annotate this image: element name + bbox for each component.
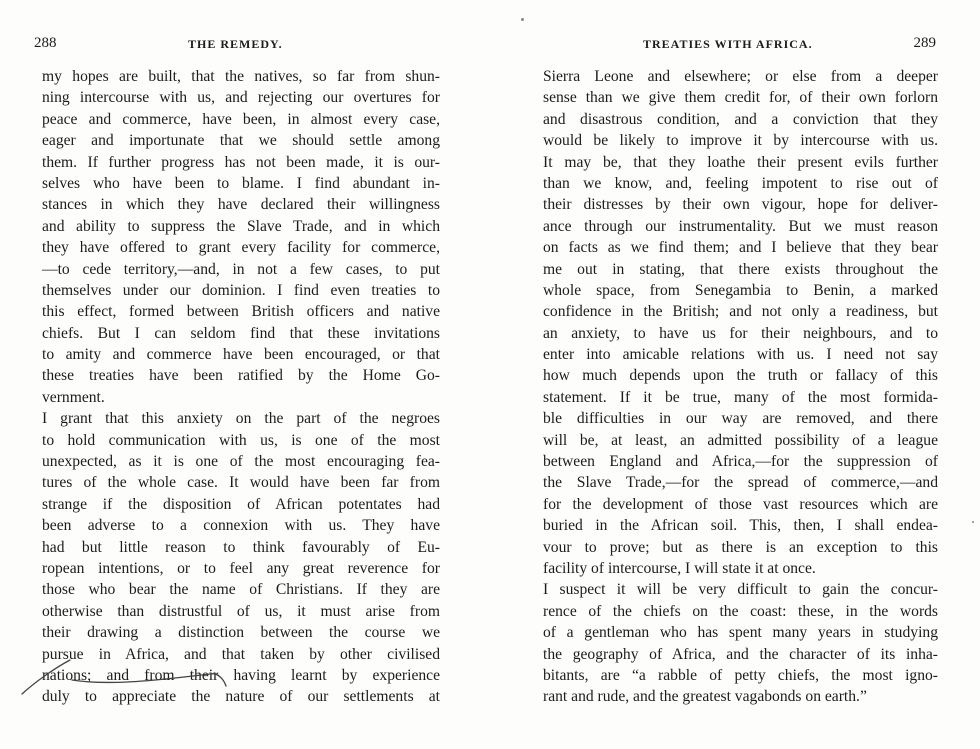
text-line: vernment. bbox=[42, 388, 105, 406]
text-line: to amity and commerce have been encouraged, or that bbox=[42, 346, 440, 364]
text-line: these treaties have been ratified by the Home Go- bbox=[42, 367, 440, 385]
text-line: otherwise than distrustful of us, it must arise from bbox=[42, 602, 440, 620]
text-line: chiefs. But I can seldom find that these invitations bbox=[42, 324, 440, 342]
text-line: on facts as we find them; and I believe that they bear bbox=[543, 239, 938, 257]
text-line: eager and importunate that we should settle among bbox=[42, 132, 440, 150]
text-line: It may be, that they loathe their present evils further bbox=[543, 153, 938, 171]
right-page bbox=[543, 0, 938, 749]
text-line: Sierra Leone and elsewhere; or else from a deeper bbox=[543, 68, 938, 85]
text-line: will be, at least, an admitted possibility of a league bbox=[543, 431, 938, 449]
text-line: selves who have been to blame. I find abundant in- bbox=[42, 174, 440, 192]
text-line: statement. If it be true, many of the most formida- bbox=[543, 388, 938, 406]
right-body-text bbox=[543, 66, 938, 708]
text-line: of a gentleman who has spent many years in studying bbox=[543, 624, 938, 642]
text-line: facility of intercourse, I will state it at once. bbox=[543, 559, 816, 577]
left-body-text bbox=[40, 66, 440, 708]
text-line: I grant that this anxiety on the part of the negroes bbox=[42, 410, 440, 428]
text-line: buried in the African soil. This, then, I shall endea- bbox=[543, 517, 938, 535]
text-line: had but little reason to think favourably of Eu- bbox=[42, 538, 440, 556]
text-line: for the development of those vast resources which are bbox=[543, 495, 938, 513]
text-line: their distresses by their own vigour, hope for deliver- bbox=[543, 196, 938, 214]
text-line: sense than we give them credit for, of their own forlorn bbox=[543, 89, 938, 107]
text-line: they have offered to grant every facility for commerce, bbox=[42, 239, 440, 257]
text-line: rant and rude, and the greatest vagabonds on earth.” bbox=[543, 688, 867, 706]
text-line: ance through our instrumentality. But we must reason bbox=[543, 217, 938, 235]
text-line: my hopes are built, that the natives, so far from shun- bbox=[42, 68, 440, 85]
text-line: rence of the chiefs on the coast: these, in the words bbox=[543, 602, 938, 620]
text-line: vour to prove; but as there is an exception to this bbox=[543, 538, 938, 556]
text-line: I suspect it will be very difficult to gain the concur- bbox=[543, 581, 938, 599]
left-page bbox=[34, 0, 440, 749]
text-line: ning intercourse with us, and rejecting our overtures for bbox=[42, 89, 440, 107]
text-line: the geography of Africa, and the character of its inha- bbox=[543, 645, 938, 663]
text-line: an anxiety, to have us for their neighbours, and to bbox=[543, 324, 938, 342]
text-line: ropean intentions, or to feel any great reverence for bbox=[42, 559, 440, 577]
right-running-head bbox=[543, 37, 938, 55]
text-line: would be likely to improve it by intercourse with us. bbox=[543, 132, 938, 150]
text-line: to hold communication with us, is one of the most bbox=[42, 431, 440, 449]
text-line: unexpected, as it is one of the most encouraging fea- bbox=[42, 453, 440, 471]
text-line: between England and Africa,—for the suppression of bbox=[543, 453, 938, 471]
text-line: them. If further progress has not been made, it is our- bbox=[42, 153, 440, 171]
text-line: peace and commerce, have been, in almost every case, bbox=[42, 110, 440, 128]
text-line: themselves under our dominion. I find even treaties to bbox=[42, 281, 440, 299]
text-line: how much depends upon the truth or fallacy of this bbox=[543, 367, 938, 385]
paper-speck bbox=[972, 521, 974, 523]
text-line: bitants, are “a rabble of petty chiefs, the most igno- bbox=[543, 666, 938, 684]
right-running-title: TREATIES WITH AFRICA. bbox=[643, 37, 813, 51]
left-running-head bbox=[34, 35, 440, 55]
text-line: duly to appreciate the nature of our settlements at bbox=[42, 688, 440, 706]
text-line: and ability to suppress the Slave Trade, and in which bbox=[42, 217, 440, 235]
right-page-number: 289 bbox=[913, 35, 936, 51]
text-line: stances in which they have declared their willingness bbox=[42, 196, 440, 214]
text-line: confidence in the British; and not only a readiness, but bbox=[543, 303, 938, 321]
text-line: this effect, formed between British officers and native bbox=[42, 303, 440, 321]
text-line: those who bear the name of Christians. If they are bbox=[42, 581, 440, 599]
text-line: the Slave Trade,—for the spread of commerce,—and bbox=[543, 474, 938, 492]
text-line: me out in stating, that there exists throughout the bbox=[543, 260, 938, 278]
left-page-number: 288 bbox=[34, 35, 57, 51]
left-running-title: THE REMEDY. bbox=[188, 37, 283, 51]
text-line: nations; and from their having learnt by experience bbox=[42, 666, 440, 684]
text-line: —to cede territory,—and, in not a few cases, to put bbox=[42, 260, 440, 278]
text-line: tures of the whole case. It would have been far from bbox=[42, 474, 440, 492]
text-line: than we know, and, feeling impotent to rise out of bbox=[543, 174, 938, 192]
text-line: their drawing a distinction between the course we bbox=[42, 624, 440, 642]
text-line: pursue in Africa, and that taken by other civilised bbox=[42, 645, 440, 663]
text-line: whole space, from Senegambia to Benin, a marked bbox=[543, 281, 938, 299]
text-line: enter into amicable relations with us. I need not say bbox=[543, 346, 938, 364]
text-line: been adverse to a connexion with us. They have bbox=[42, 517, 440, 535]
text-line: and disastrous condition, and a conviction that they bbox=[543, 110, 938, 128]
text-line: strange if the disposition of African potentates had bbox=[42, 495, 440, 513]
paper-speck bbox=[521, 18, 524, 21]
text-line: ble difficulties in our way are removed, and there bbox=[543, 410, 938, 428]
